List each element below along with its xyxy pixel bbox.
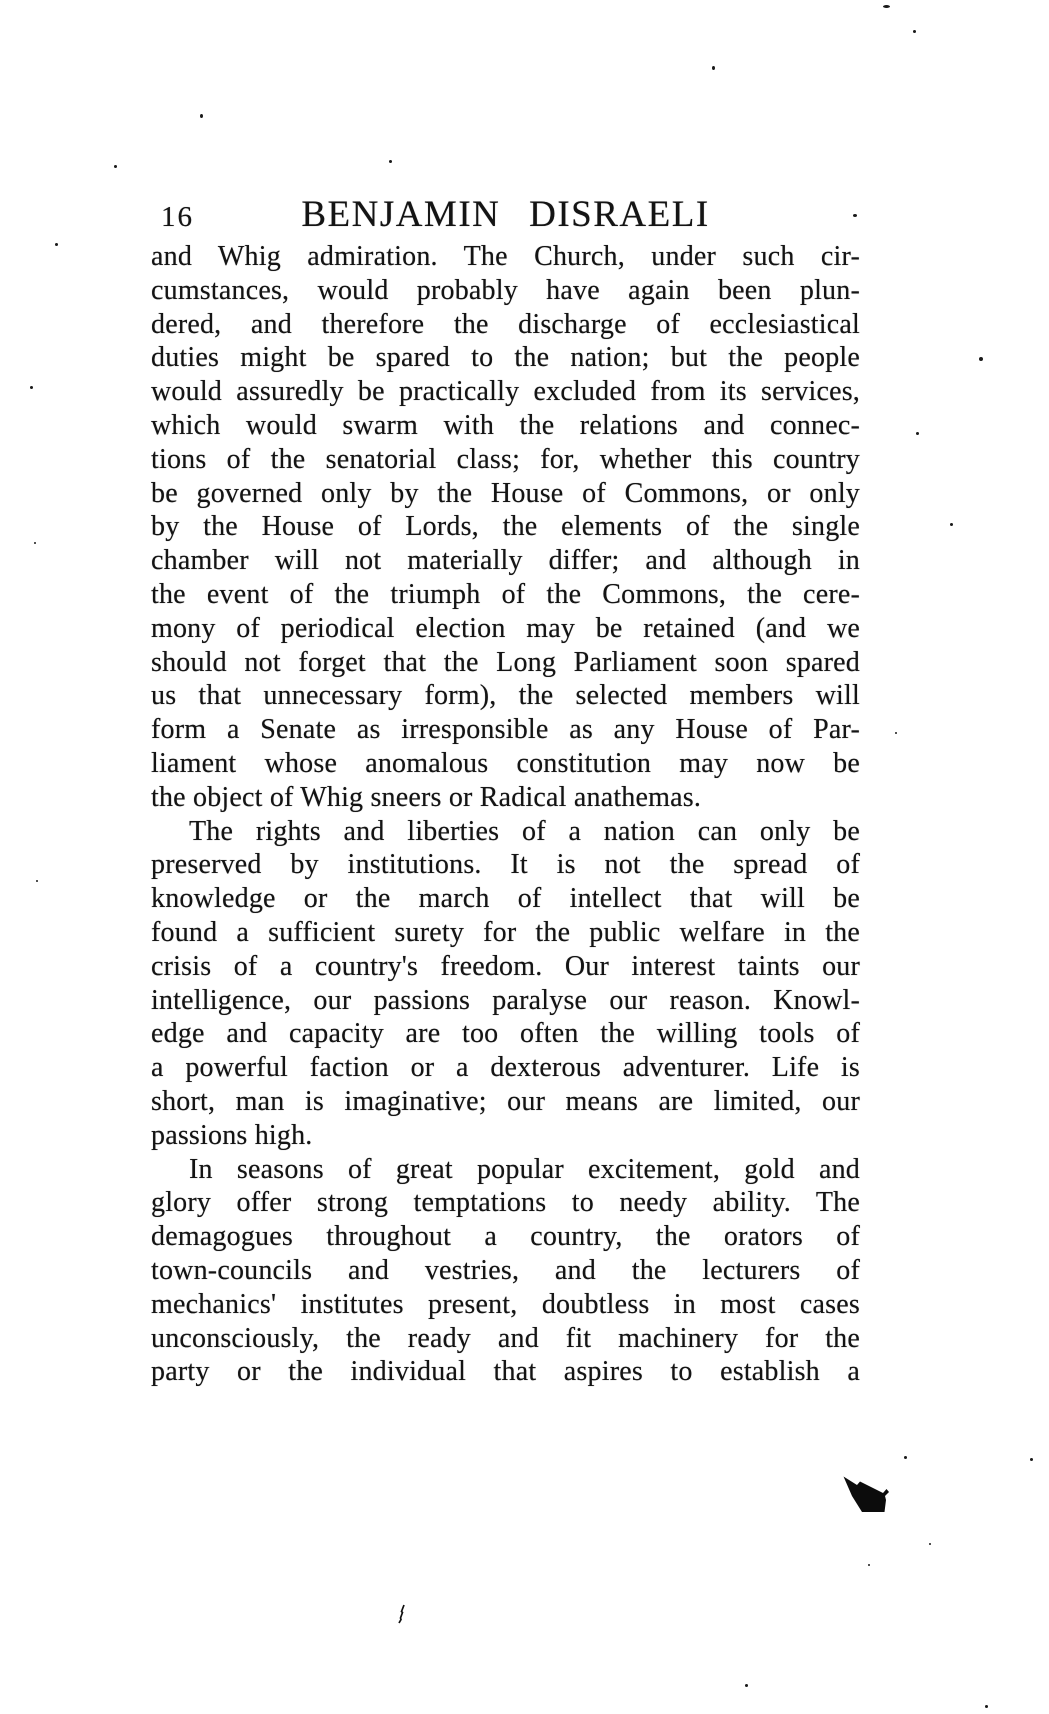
text-line: the object of Whig sneers or Radical anathemas. [151,781,702,813]
text-line: knowledge or the march of intellect that will be [151,883,860,915]
text-line: and Whig admiration. The Church, under such cir- [151,241,860,272]
scan-speck [853,214,857,217]
scan-speck [30,386,33,389]
scan-speck [895,732,897,734]
text-line: preserved by institutions. It is not the spread of [151,849,860,881]
text-line: chamber will not materially differ; and although in [151,545,860,577]
text-line: the event of the triumph of the Commons, the cere- [151,578,860,610]
scan-speck [916,432,919,435]
scan-speck [34,542,36,544]
text-line: town-councils and vestries, and the lecturers of [151,1254,860,1286]
scan-speck [712,66,715,70]
page-number: 16 [161,201,194,233]
text-line: The rights and liberties of a nation can only be [189,815,860,847]
text-line: passions high. [151,1119,313,1151]
scan-speck [913,30,916,33]
text-line: liament whose anomalous constitution may now be [151,747,860,779]
text-line: glory offer strong temptations to needy ability. The [151,1187,860,1219]
scan-speck [1030,1458,1033,1461]
stray-ink-mark [396,1604,406,1624]
text-line: dered, and therefore the discharge of ecclesiastical [151,308,860,340]
text-line: party or the individual that aspires to establish a [151,1356,860,1388]
text-line: mechanics' institutes present, doubtless in most cases [151,1288,860,1320]
scan-speck [985,1705,988,1708]
page-text [151,240,860,1389]
running-title: BENJAMIN DISRAELI [301,194,710,235]
scan-speck [904,1456,907,1459]
text-line: mony of periodical election may be retained (and we [151,612,860,644]
text-line: demagogues throughout a country, the orators of [151,1221,860,1253]
scan-speck [55,243,58,246]
text-line: unconsciously, the ready and fit machinery for the [151,1322,860,1354]
text-line: which would swarm with the relations and connec- [151,409,860,441]
text-line: would assuredly be practically excluded from its services, [151,376,860,408]
scan-speck [950,523,953,526]
text-line: us that unnecessary form), the selected members will [151,680,860,712]
text-line: intelligence, our passions paralyse our reason. Knowl- [151,984,860,1016]
scan-speck [114,165,117,168]
text-line: be governed only by the House of Commons, or only [151,477,860,509]
scan-speck [36,880,38,882]
ink-blot-mark [843,1476,890,1514]
text-line: short, man is imaginative; our means are limited, our [151,1085,860,1117]
text-line: by the House of Lords, the elements of the single [151,511,860,543]
text-line: a powerful faction or a dexterous adventurer. Life is [151,1052,860,1084]
text-line: tions of the senatorial class; for, whether this country [151,443,860,475]
scan-speck [389,160,392,163]
scan-speck [200,114,203,118]
scan-speck [929,1543,931,1545]
text-line: found a sufficient surety for the public welfare in the [151,916,860,948]
text-line: cumstances, would probably have again been plun- [151,274,860,306]
text-line: edge and capacity are too often the willing tools of [151,1018,860,1050]
scan-speck [979,357,983,361]
page-header [151,196,860,236]
scan-speck [883,5,890,8]
text-line: should not forget that the Long Parliament soon spared [151,646,860,678]
scan-speck [868,1564,870,1566]
text-line: form a Senate as irresponsible as any House of Par- [151,714,860,746]
text-line: In seasons of great popular excitement, gold and [189,1153,860,1185]
text-line: crisis of a country's freedom. Our interest taints our [151,950,860,982]
text-line: duties might be spared to the nation; but the people [151,342,860,374]
scan-speck [745,1684,748,1687]
